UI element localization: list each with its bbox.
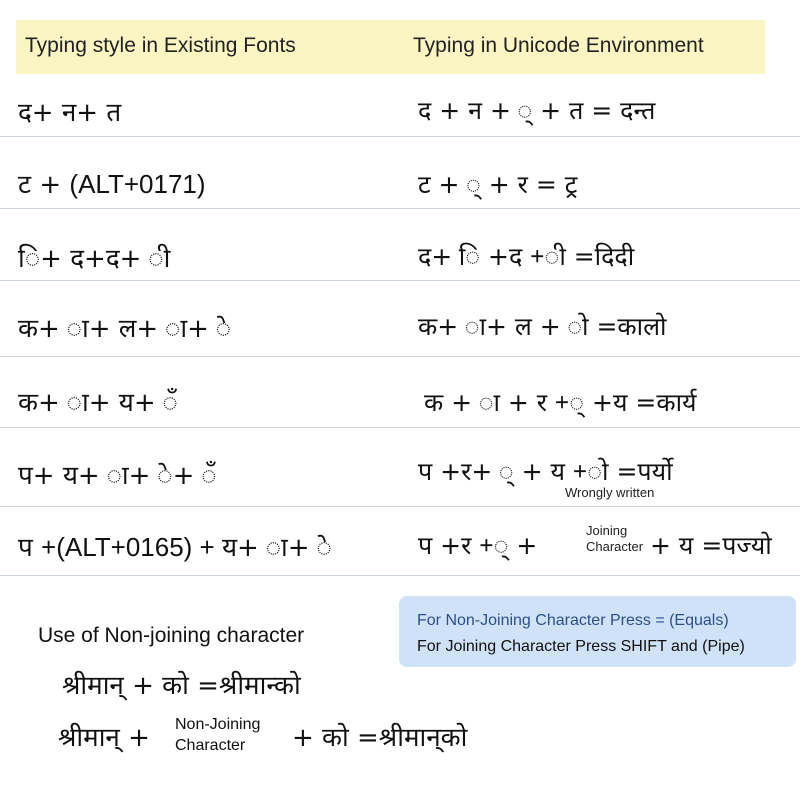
unicode-sequence: क + ा + र +् +य =कार्य xyxy=(424,388,697,417)
existing-font-devanagari: ट + xyxy=(18,170,70,200)
unicode-sequence: क+ ा+ ल + ो =कालो xyxy=(418,312,667,341)
existing-font-sequence: क+ ा+ य+ ँ xyxy=(18,388,178,418)
table-row xyxy=(0,209,800,281)
table-header xyxy=(16,20,765,74)
nonjoining-example-2-suffix: + को =श्रीमान्‌को xyxy=(292,723,468,753)
shortcut-info-box xyxy=(399,596,796,667)
existing-font-sequence: प+ य+ ा+ े+ ँ xyxy=(18,461,217,491)
unicode-sequence: ट + ् + र = ट्र xyxy=(418,170,578,199)
nonjoining-example-2-prefix: श्रीमान् + xyxy=(58,723,150,753)
existing-font-sequence: क+ ा+ ल+ ा+ े xyxy=(18,314,232,344)
alt-code: (ALT+0171) xyxy=(69,169,206,199)
table-row xyxy=(0,74,800,137)
unicode-sequence: द + न + ् + त = दन्त xyxy=(418,96,656,125)
table-row xyxy=(0,137,800,209)
unicode-sequence-part-2: + य =पज्यो xyxy=(650,531,772,560)
joining-shortcut: For Joining Character Press SHIFT and (Pipe) xyxy=(417,638,745,655)
table-row xyxy=(0,428,800,507)
table-row xyxy=(0,357,800,428)
table-row xyxy=(0,507,800,576)
unicode-sequence: द+ ि +द +ी =दिदी xyxy=(418,242,635,271)
existing-font-devanagari: प xyxy=(18,533,42,563)
table-row xyxy=(0,281,800,357)
non-joining-character-label: Non-Joining Character xyxy=(175,716,261,754)
joining-character-label: Joining Character xyxy=(586,523,644,554)
existing-font-sequence: ि+ द+द+ ी xyxy=(18,244,171,274)
wrongly-written-note: Wrongly written xyxy=(565,485,655,500)
alt-code: +(ALT+0165) + xyxy=(41,532,222,562)
non-joining-shortcut: For Non-Joining Character Press = (Equals) xyxy=(417,612,729,629)
column-header-unicode: Typing in Unicode Environment xyxy=(413,34,704,57)
existing-font-sequence xyxy=(18,165,206,201)
existing-font-sequence xyxy=(18,528,332,564)
existing-font-sequence: द+ न+ त xyxy=(18,98,122,128)
row-divider xyxy=(0,575,800,576)
nonjoining-example-1: श्रीमान् + को =श्रीमान्को xyxy=(62,671,301,701)
unicode-sequence-part-1: प +र +् + xyxy=(418,531,538,560)
column-header-existing-fonts: Typing style in Existing Fonts xyxy=(25,34,296,57)
existing-font-devanagari: य+ ा+ े xyxy=(221,533,332,563)
section-title-nonjoining: Use of Non-joining character xyxy=(38,624,305,647)
unicode-sequence: प +र+ ् + य +ो =पर्यो xyxy=(418,457,673,486)
